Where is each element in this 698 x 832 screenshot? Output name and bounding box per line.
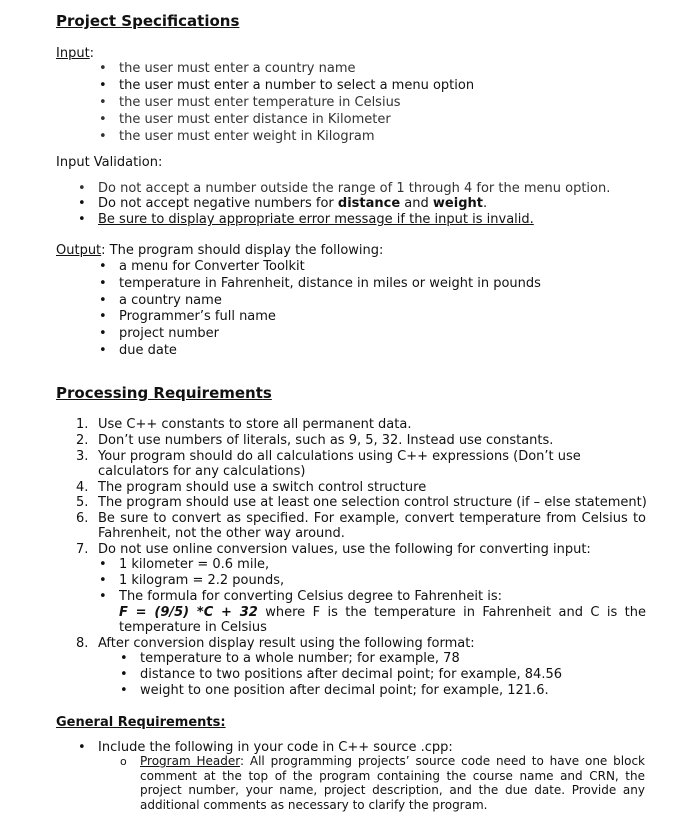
processing-item: 5. The program should use at least one selection control structure (if – else statement) xyxy=(76,495,647,510)
processing-item: 8. After conversion display result using the following format: xyxy=(76,636,475,651)
output-item: • Programmer’s full name xyxy=(119,309,276,324)
input-validation-heading: Input Validation: xyxy=(56,155,163,170)
output-item: • a menu for Converter Toolkit xyxy=(119,259,305,274)
output-item: • temperature in Fahrenheit, distance in miles or weight in pounds xyxy=(119,276,541,291)
validation-item: • Do not accept negative numbers for distance and weight. xyxy=(98,196,487,211)
processing-item: 3. Your program should do all calculations using C++ expressions (Don’t use calculators for any calculations) xyxy=(76,449,581,479)
validation-item: • Be sure to display appropriate error message if the input is invalid. xyxy=(98,212,534,227)
output-item: • a country name xyxy=(119,293,222,308)
format-item: • weight to one position after decimal point; for example, 121.6. xyxy=(140,683,549,698)
section-title-project-specifications: Project Specifications xyxy=(56,12,240,30)
validation-item: • Do not accept a number outside the range of 1 through 4 for the menu option. xyxy=(98,181,610,196)
general-item: • Include the following in your code in C++ source .cpp: xyxy=(98,740,453,755)
processing-item: 4. The program should use a switch control structure xyxy=(76,480,427,495)
input-item: • the user must enter temperature in Celsius xyxy=(119,95,401,110)
output-item: • due date xyxy=(119,343,177,358)
section-title-processing-requirements: Processing Requirements xyxy=(56,384,272,402)
program-header-item: o Program Header: All programming projects’ source code need to have one block comment at the top of the program containing the course name and CRN, the project number, your name, project description, and the due date. Provide any additional comments as necessary to clarify the program. xyxy=(140,754,645,812)
processing-item: 6. Be sure to convert as specified. For example, convert temperature from Celsius to Fahrenheit, not the other way around. xyxy=(76,511,646,541)
processing-item: 2. Don’t use numbers of literals, such as 9, 5, 32. Instead use constants. xyxy=(76,433,554,448)
input-item: • the user must enter a country name xyxy=(119,61,355,76)
input-item: • the user must enter distance in Kilometer xyxy=(119,112,391,127)
format-item: • distance to two positions after decimal point; for example, 84.56 xyxy=(140,667,562,682)
formula-line: F = (9/5) *C + 32 where F is the temperature in Fahrenheit and C is the temperature in Celsius xyxy=(119,605,646,635)
conversion-item: • 1 kilogram = 2.2 pounds, xyxy=(119,573,284,588)
conversion-item: • The formula for converting Celsius degree to Fahrenheit is: xyxy=(119,589,502,604)
input-item: • the user must enter weight in Kilogram xyxy=(119,129,375,144)
input-item: • the user must enter a number to select a menu option xyxy=(119,78,474,93)
processing-item: 1. Use C++ constants to store all permanent data. xyxy=(76,417,412,432)
output-heading: Output: The program should display the following: xyxy=(56,243,384,258)
processing-item: 7. Do not use online conversion values, use the following for converting input: xyxy=(76,542,591,557)
output-item: • project number xyxy=(119,326,219,341)
section-title-general-requirements: General Requirements: xyxy=(56,715,226,730)
input-heading: Input: xyxy=(56,46,95,61)
conversion-item: • 1 kilometer = 0.6 mile, xyxy=(119,557,269,572)
formula: F = (9/5) *C + 32 xyxy=(119,605,258,620)
format-item: • temperature to a whole number; for example, 78 xyxy=(140,651,460,666)
